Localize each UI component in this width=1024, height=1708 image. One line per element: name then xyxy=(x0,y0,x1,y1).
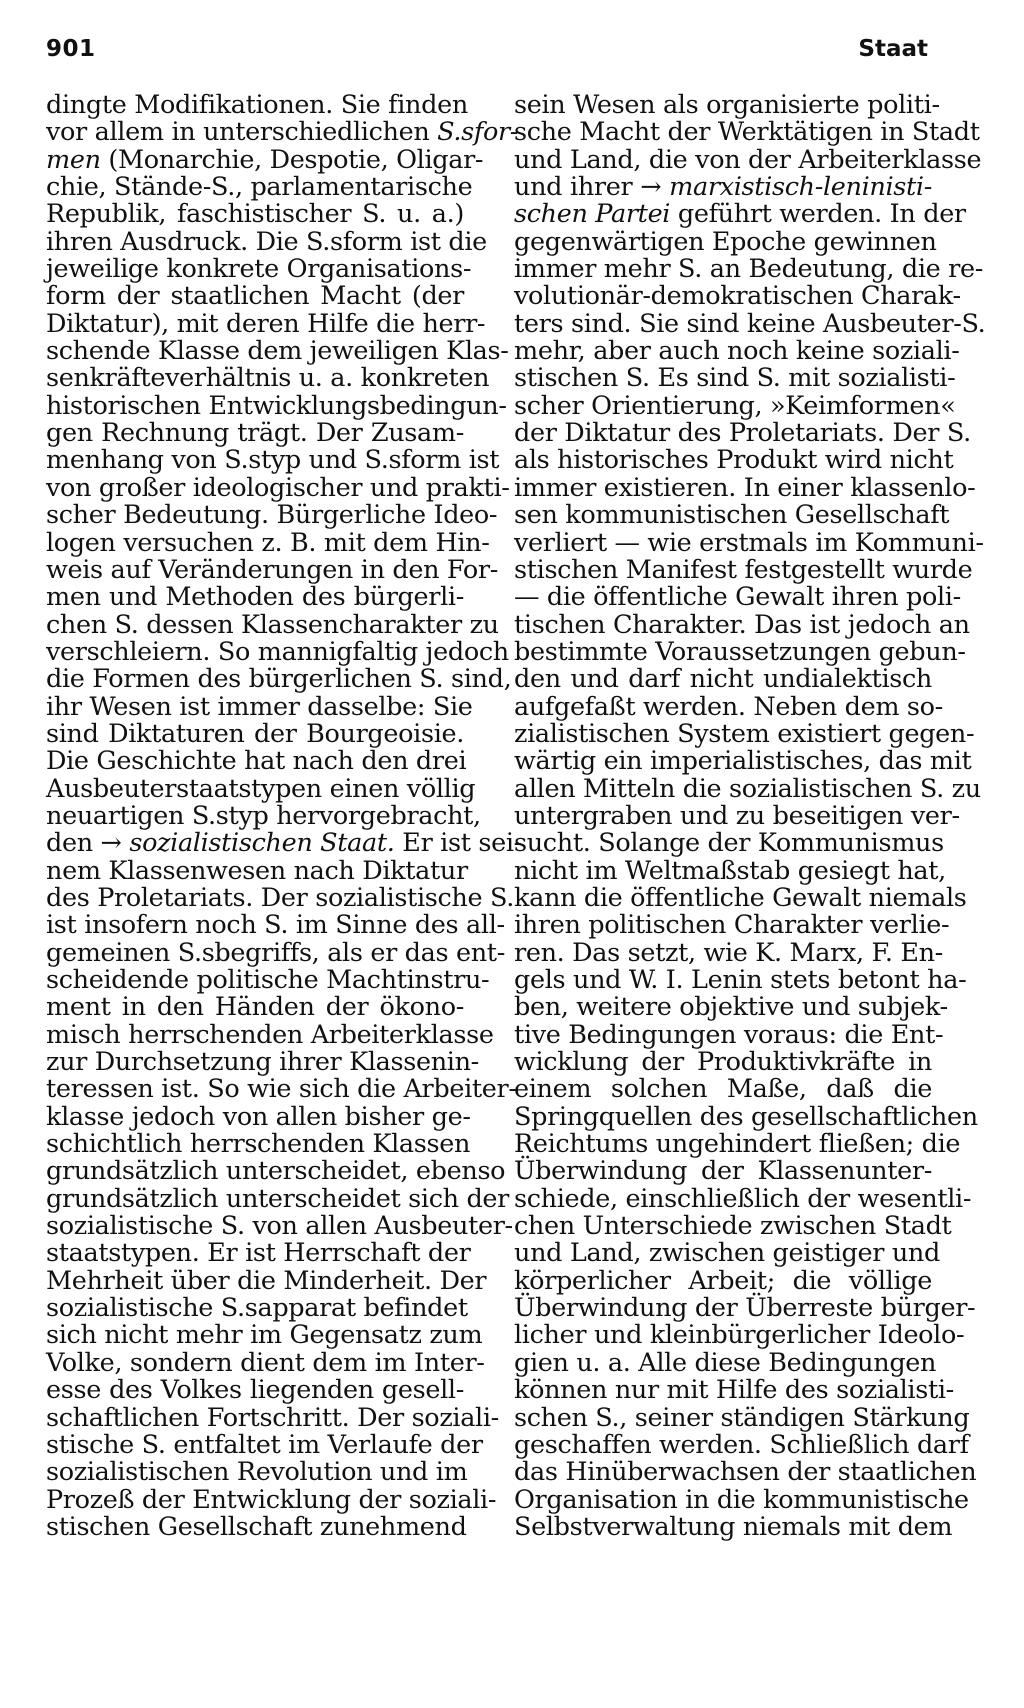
text-line xyxy=(46,172,473,203)
text-line xyxy=(514,174,932,201)
text-line xyxy=(514,1158,932,1185)
text-segment: Diktatur), mit deren Hilfe die herr- xyxy=(46,308,486,339)
text-segment: sind Diktaturen der Bourgeoisie. xyxy=(46,718,464,749)
text-line xyxy=(514,1511,953,1542)
text-segment: sich nicht mehr im Gegensatz zum xyxy=(46,1320,483,1351)
left-column xyxy=(46,90,522,1542)
text-segment: stischen Gesellschaft zunehmend xyxy=(46,1511,467,1542)
text-segment: und ihrer → xyxy=(514,172,670,203)
text-segment: stische S. entfaltet im Verlaufe der xyxy=(46,1429,483,1460)
text-segment: als historisches Produkt wird nicht xyxy=(514,445,954,476)
text-segment: volutionär-demokratischen Charak- xyxy=(514,281,961,312)
text-line xyxy=(514,773,981,804)
text-line xyxy=(46,527,490,558)
text-line xyxy=(514,910,950,941)
text-line xyxy=(514,609,970,640)
italic-cross-reference: men xyxy=(46,144,101,175)
text-line xyxy=(46,1156,506,1187)
text-segment: chen S. dessen Klassencharakter zu xyxy=(46,609,499,640)
text-line xyxy=(514,1211,952,1242)
text-line xyxy=(514,828,944,859)
text-line xyxy=(514,1320,965,1351)
text-line xyxy=(46,1129,471,1160)
text-line xyxy=(46,144,484,175)
text-segment: Selbstverwaltung niemals mit dem xyxy=(514,1511,953,1542)
text-segment: geschaffen werden. Schließlich darf xyxy=(514,1429,969,1460)
text-segment: men und Methoden des bürgerli- xyxy=(46,582,464,613)
text-segment: einem solchen Maße, daß die xyxy=(514,1074,932,1105)
text-segment: tive Bedingungen voraus: die Ent- xyxy=(514,1019,944,1050)
text-segment: ment in den Händen der ökono- xyxy=(46,992,464,1023)
text-line xyxy=(514,254,984,285)
text-segment: Die Geschichte hat nach den drei xyxy=(46,746,467,777)
text-line xyxy=(46,609,499,640)
text-line xyxy=(514,855,946,886)
text-line xyxy=(514,800,960,831)
text-segment: stischen S. Es sind S. mit sozialisti- xyxy=(514,363,956,394)
text-line xyxy=(46,800,481,831)
text-segment: historischen Entwicklungsbedingun- xyxy=(46,390,507,421)
text-segment: grundsätzlich unterscheidet, ebenso xyxy=(46,1156,506,1187)
text-line xyxy=(46,117,519,148)
text-line xyxy=(514,1347,937,1378)
text-line xyxy=(514,746,972,777)
text-segment: Prozeß der Entwicklung der soziali- xyxy=(46,1484,497,1515)
text-line xyxy=(46,910,505,941)
text-segment: gegenwärtigen Epoche gewinnen xyxy=(514,226,937,257)
text-segment: und Land, die von der Arbeiterklasse xyxy=(514,144,982,175)
text-segment: klasse jedoch von allen bisher ge- xyxy=(46,1101,471,1132)
italic-cross-reference: marxistisch-leninisti- xyxy=(669,172,932,203)
text-segment: form der staatlichen Macht (der xyxy=(46,281,464,312)
text-line xyxy=(46,254,472,285)
running-head: Staat xyxy=(858,36,928,62)
text-segment: gels und W. I. Lenin stets betont ha- xyxy=(514,965,967,995)
page-number: 901 xyxy=(46,36,96,62)
text-line xyxy=(46,1101,471,1132)
text-segment: der Diktatur des Proletariats. Der S. xyxy=(514,418,971,449)
text-segment: gien u. a. Alle diese Bedingungen xyxy=(514,1347,937,1378)
text-segment: die Formen des bürgerlichen S. sind, xyxy=(46,664,512,695)
text-segment: vor allem in unterschiedlichen xyxy=(46,117,438,148)
text-segment: mehr, aber auch noch keine soziali- xyxy=(514,336,960,367)
text-line xyxy=(46,1429,483,1460)
text-segment: Er ist sei- xyxy=(394,828,522,859)
text-line xyxy=(46,773,476,804)
text-line xyxy=(514,445,954,476)
text-segment: sozialistischen Revolution und im xyxy=(46,1457,468,1488)
text-line xyxy=(514,992,948,1023)
text-segment: kann die öffentliche Gewalt niemals xyxy=(514,882,967,913)
text-segment: nicht im Weltmaßstab gesiegt hat, xyxy=(514,855,946,886)
text-segment: sein Wesen als organisierte politi- xyxy=(514,90,940,120)
text-line xyxy=(514,1375,954,1406)
text-line xyxy=(46,201,464,228)
text-segment: scheidende politische Machtinstru- xyxy=(46,965,490,995)
text-segment: untergraben und zu beseitigen ver- xyxy=(514,800,960,831)
text-line xyxy=(514,363,956,394)
text-segment: allen Mitteln die sozialistischen S. zu xyxy=(514,773,981,804)
text-line xyxy=(46,718,464,749)
text-line xyxy=(46,554,498,585)
text-segment: grundsätzlich unterscheidet sich der xyxy=(46,1183,510,1214)
text-line xyxy=(46,1402,499,1433)
text-line xyxy=(46,445,500,476)
text-segment: neuartigen S.styp hervorgebracht, xyxy=(46,800,481,831)
text-line xyxy=(514,336,960,367)
text-segment: immer existieren. In einer klassenlo- xyxy=(514,472,976,503)
text-segment: esse des Volkes liegenden gesell- xyxy=(46,1375,464,1406)
text-line xyxy=(46,1211,513,1242)
text-line xyxy=(46,1347,485,1378)
text-line xyxy=(514,1183,972,1214)
text-segment: ben, weitere objektive und subjek- xyxy=(514,992,948,1023)
text-line xyxy=(46,226,487,257)
text-line xyxy=(514,390,956,421)
text-segment: den → xyxy=(46,828,130,859)
text-line xyxy=(46,1019,494,1050)
text-line xyxy=(514,500,950,531)
text-segment: ihren politischen Charakter verlie- xyxy=(514,910,950,941)
text-line xyxy=(514,117,980,148)
text-line xyxy=(46,308,486,339)
text-segment: bestimmte Voraussetzungen gebun- xyxy=(514,636,966,667)
italic-cross-reference: sozialistischen Staat. xyxy=(129,828,395,859)
text-line xyxy=(514,472,976,503)
text-segment: zialistischen System existiert gegen- xyxy=(514,718,975,749)
text-segment: Republik, faschistischer S. u. a.) xyxy=(46,199,464,230)
text-line xyxy=(514,718,975,749)
text-segment: licher und kleinbürgerlicher Ideolo- xyxy=(514,1320,965,1351)
text-segment: Reichtums ungehindert fließen; die xyxy=(514,1129,961,1160)
text-segment: (Monarchie, Despotie, Oligar- xyxy=(100,144,484,175)
text-segment: sen kommunistischen Gesellschaft xyxy=(514,500,950,531)
text-segment: chen Unterschiede zwischen Stadt xyxy=(514,1211,952,1242)
text-segment: teressen ist. So wie sich die Arbeiter- xyxy=(46,1074,517,1105)
text-line xyxy=(46,1377,464,1404)
text-line xyxy=(514,226,937,257)
text-segment: wicklung der Produktivkräfte in xyxy=(514,1047,932,1078)
text-segment: sucht. Solange der Kommunismus xyxy=(514,828,944,859)
text-line xyxy=(514,527,984,558)
text-line xyxy=(514,965,967,995)
text-line xyxy=(46,746,467,777)
text-line xyxy=(514,281,961,312)
text-line xyxy=(514,90,940,120)
text-segment: Überwindung der Klassenunter- xyxy=(514,1156,932,1187)
text-line xyxy=(46,664,512,695)
text-segment: chie, Stände-S., parlamentarische xyxy=(46,172,473,203)
text-line xyxy=(46,1457,468,1488)
text-line xyxy=(46,636,509,667)
text-segment: Überwindung der Überreste bürger- xyxy=(514,1293,976,1324)
text-line xyxy=(46,1511,467,1542)
text-line xyxy=(514,1484,969,1515)
text-line xyxy=(514,144,982,175)
text-segment: Mehrheit über die Minderheit. Der xyxy=(46,1265,487,1296)
text-line xyxy=(514,1076,932,1103)
text-line xyxy=(46,584,464,611)
text-segment: schiede, einschließlich der wesentli- xyxy=(514,1183,972,1214)
text-line xyxy=(514,1265,932,1296)
text-segment: Springquellen des gesellschaftlichen xyxy=(514,1101,978,1132)
text-segment: immer mehr S. an Bedeutung, die re- xyxy=(514,254,984,285)
text-segment: jeweilige konkrete Organisations- xyxy=(46,254,472,285)
text-line xyxy=(514,1402,970,1433)
text-line xyxy=(46,363,490,394)
text-segment: schaftlichen Fortschritt. Der soziali- xyxy=(46,1402,499,1433)
text-line xyxy=(514,1429,969,1460)
text-segment: — die öffentliche Gewalt ihren poli- xyxy=(514,582,961,613)
text-line xyxy=(46,855,468,886)
text-segment: ihren Ausdruck. Die S.sform ist die xyxy=(46,226,487,257)
text-line xyxy=(514,882,967,913)
text-segment: ren. Das setzt, wie K. Marx, F. En- xyxy=(514,937,943,968)
text-segment: logen versuchen z. B. mit dem Hin- xyxy=(46,527,490,558)
text-line xyxy=(514,937,943,968)
text-line xyxy=(46,1293,468,1324)
text-line xyxy=(46,994,464,1021)
text-line xyxy=(46,1074,517,1105)
text-segment: Ausbeuterstaatstypen einen völlig xyxy=(46,773,476,804)
text-segment: verschleiern. So mannigfaltig jedoch xyxy=(46,636,509,667)
text-segment: das Hinüberwachsen der staatlichen xyxy=(514,1457,977,1488)
text-line xyxy=(46,691,473,722)
text-line xyxy=(46,500,498,531)
text-line xyxy=(46,1047,479,1078)
text-segment: scher Bedeutung. Bürgerliche Ideo- xyxy=(46,500,498,531)
text-segment: schende Klasse dem jeweiligen Klas- xyxy=(46,336,509,367)
text-segment: scher Orientierung, »Keimformen« xyxy=(514,390,956,421)
text-line xyxy=(46,336,509,367)
text-segment: den und darf nicht undialektisch xyxy=(514,664,932,695)
text-line xyxy=(514,418,971,449)
text-segment: gemeinen S.sbegriffs, als er das ent- xyxy=(46,937,505,968)
text-segment: zur Durchsetzung ihrer Klassenin- xyxy=(46,1047,479,1078)
text-line xyxy=(514,199,966,230)
text-line xyxy=(514,1101,978,1132)
text-line xyxy=(46,1183,510,1214)
text-segment: ihr Wesen ist immer dasselbe: Sie xyxy=(46,691,473,722)
text-segment: verliert — wie erstmals im Kommuni- xyxy=(514,527,984,558)
text-segment: schen S., seiner ständigen Stärkung xyxy=(514,1402,970,1433)
text-line xyxy=(46,1320,483,1351)
text-segment: können nur mit Hilfe des sozialisti- xyxy=(514,1375,954,1406)
text-segment: menhang von S.styp und S.sform ist xyxy=(46,445,500,476)
text-line xyxy=(46,1238,471,1269)
text-line xyxy=(514,582,961,613)
text-segment: ist insofern noch S. im Sinne des all- xyxy=(46,910,505,941)
text-line xyxy=(46,283,464,310)
text-line xyxy=(514,1049,932,1076)
text-segment: senkräfteverhältnis u. a. konkreten xyxy=(46,363,490,394)
text-segment: sozialistische S. von allen Ausbeuter- xyxy=(46,1211,513,1242)
text-segment: und Land, zwischen geistiger und xyxy=(514,1238,940,1269)
text-segment: geführt werden. In der xyxy=(670,199,966,230)
text-segment: Organisation in die kommunistische xyxy=(514,1484,969,1515)
text-line xyxy=(514,1019,944,1050)
text-line xyxy=(514,1129,961,1160)
text-line xyxy=(514,1293,976,1324)
text-segment: schichtlich herrschenden Klassen xyxy=(46,1129,471,1160)
right-column xyxy=(514,90,986,1542)
text-segment: Volke, sondern dient dem im Inter- xyxy=(46,1347,485,1378)
text-segment: weis auf Veränderungen in den For- xyxy=(46,554,498,585)
text-line xyxy=(46,1484,497,1515)
text-segment: körperlicher Arbeit; die völlige xyxy=(514,1265,932,1296)
text-segment: misch herrschenden Arbeiterklasse xyxy=(46,1019,494,1050)
text-line xyxy=(514,308,986,339)
text-line xyxy=(46,420,464,447)
text-line xyxy=(46,828,522,859)
text-segment: tischen Charakter. Das ist jedoch an xyxy=(514,609,970,640)
text-line xyxy=(514,666,932,693)
text-segment: ters sind. Sie sind keine Ausbeuter-S. xyxy=(514,308,986,339)
text-line xyxy=(46,390,507,421)
text-segment: von großer ideologischer und prakti- xyxy=(46,472,510,503)
italic-cross-reference: schen Partei xyxy=(514,199,671,230)
text-segment: des Proletariats. Der sozialistische S. xyxy=(46,882,514,913)
text-line xyxy=(46,882,514,913)
text-line xyxy=(514,691,943,722)
text-line xyxy=(46,1265,487,1296)
text-segment: staatstypen. Er ist Herrschaft der xyxy=(46,1238,471,1269)
text-line xyxy=(514,554,973,585)
text-segment: stischen Manifest festgestellt wurde xyxy=(514,554,973,585)
italic-cross-reference: S.sfor- xyxy=(437,117,519,148)
text-line xyxy=(46,965,490,995)
text-line xyxy=(514,636,966,667)
text-line xyxy=(46,472,510,503)
text-segment: dingte Modifikationen. Sie finden xyxy=(46,90,468,120)
text-line xyxy=(46,937,505,968)
text-line xyxy=(46,90,468,120)
text-segment: gen Rechnung trägt. Der Zusam- xyxy=(46,418,464,449)
text-segment: sozialistische S.sapparat befindet xyxy=(46,1293,468,1324)
text-segment: wärtig ein imperialistisches, das mit xyxy=(514,746,972,777)
text-line xyxy=(514,1457,977,1488)
text-segment: aufgefaßt werden. Neben dem so- xyxy=(514,691,943,722)
text-line xyxy=(514,1238,940,1269)
text-segment: nem Klassenwesen nach Diktatur xyxy=(46,855,468,886)
text-segment: sche Macht der Werktätigen in Stadt xyxy=(514,117,980,148)
